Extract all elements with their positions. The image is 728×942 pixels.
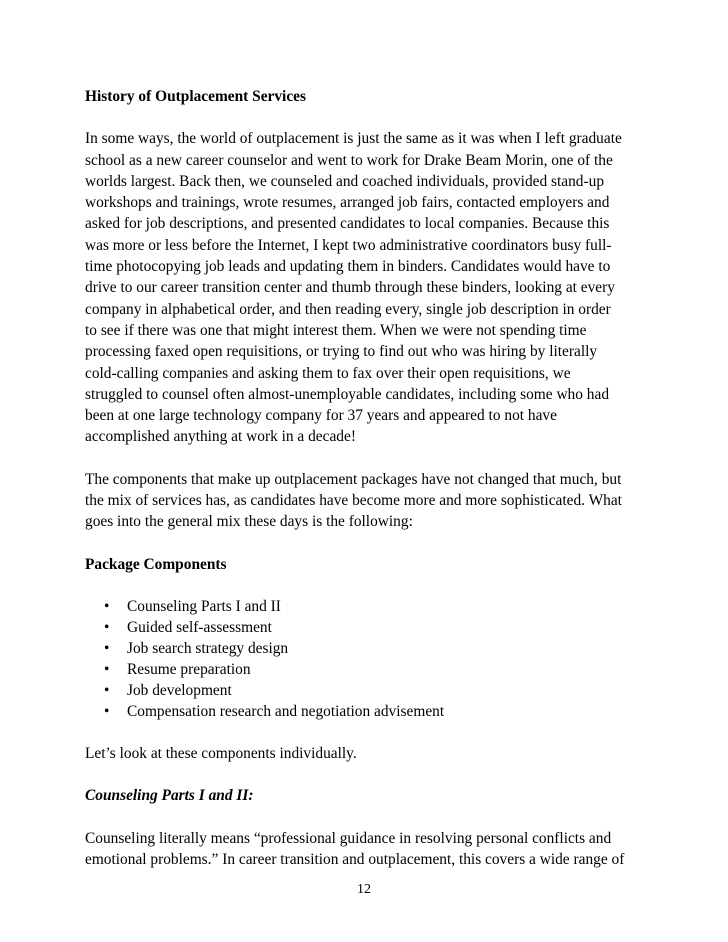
document-page bbox=[85, 86, 650, 891]
text-line: emotional problems.” In career transition and outplacement, this covers a wide range of bbox=[85, 850, 625, 868]
text-line: struggled to counsel often almost-unemployable candidates, including some who had bbox=[85, 385, 610, 403]
list-item-label: Compensation research and negotiation advisement bbox=[127, 702, 445, 720]
counseling-heading: Counseling Parts I and II: bbox=[85, 787, 254, 805]
list-item bbox=[85, 638, 650, 659]
bullet-icon: • bbox=[104, 597, 110, 615]
list-item bbox=[85, 596, 650, 617]
list-item-label: Counseling Parts I and II bbox=[127, 597, 281, 615]
paragraph-counseling bbox=[85, 828, 650, 871]
text-line: goes into the general mix these days is the following: bbox=[85, 513, 413, 531]
list-item-label: Job search strategy design bbox=[127, 639, 289, 657]
bullet-icon: • bbox=[104, 702, 110, 720]
text-line: time photocopying job leads and updating them in binders. Candidates would have to bbox=[85, 258, 611, 276]
text-line: processing faxed open requisitions, or trying to find out who was hiring by literally bbox=[85, 343, 598, 361]
text-line: asked for job descriptions, and presented candidates to local companies. Because this bbox=[85, 215, 610, 233]
bullet-icon: • bbox=[104, 660, 110, 678]
list-item-label: Job development bbox=[127, 681, 232, 699]
text-line: been at one large technology company for 37 years and appeared to not have bbox=[85, 407, 557, 425]
section-heading: History of Outplacement Services bbox=[85, 88, 306, 105]
list-item bbox=[85, 680, 650, 701]
text-line: drive to our career transition center and thumb through these binders, looking at every bbox=[85, 279, 615, 297]
list-item bbox=[85, 701, 650, 722]
list-item bbox=[85, 659, 650, 680]
text-line: cold-calling companies and asking them to fax over their open requisitions, we bbox=[85, 364, 571, 382]
bullet-icon: • bbox=[104, 639, 110, 657]
bullet-icon: • bbox=[104, 681, 110, 699]
package-components-heading: Package Components bbox=[85, 555, 227, 573]
text-line: In some ways, the world of outplacement is just the same as it was when I left graduate bbox=[85, 130, 622, 148]
text-line: worlds largest. Back then, we counseled and coached individuals, provided stand-up bbox=[85, 172, 605, 190]
text-line: workshops and trainings, wrote resumes, arranged job fairs, contacted employers and bbox=[85, 194, 610, 212]
paragraph-history bbox=[85, 128, 650, 447]
text-line: was more or less before the Internet, I kept two administrative coordinators busy full- bbox=[85, 236, 612, 254]
text-line: the mix of services has, as candidates have become more and more sophisticated. What bbox=[85, 492, 622, 510]
bullet-icon: • bbox=[104, 618, 110, 636]
text-line: Counseling literally means “professional guidance in resolving personal conflicts and bbox=[85, 829, 612, 847]
list-item-label: Resume preparation bbox=[127, 660, 251, 678]
text-line: school as a new career counselor and went to work for Drake Beam Morin, one of the bbox=[85, 151, 613, 169]
package-components-list bbox=[85, 596, 650, 722]
text-line: company in alphabetical order, and then reading every, single job description in order bbox=[85, 300, 611, 318]
list-item-label: Guided self-assessment bbox=[127, 618, 272, 636]
paragraph-components bbox=[85, 469, 650, 533]
list-item bbox=[85, 617, 650, 638]
text-line: accomplished anything at work in a decade! bbox=[85, 428, 356, 446]
text-line: The components that make up outplacement packages have not changed that much, but bbox=[85, 470, 622, 488]
text-line: to see if there was one that might interest them. When we were not spending time bbox=[85, 321, 587, 339]
page-number: 12 bbox=[357, 882, 371, 897]
paragraph-look-individually: Let’s look at these components individually. bbox=[85, 744, 357, 762]
